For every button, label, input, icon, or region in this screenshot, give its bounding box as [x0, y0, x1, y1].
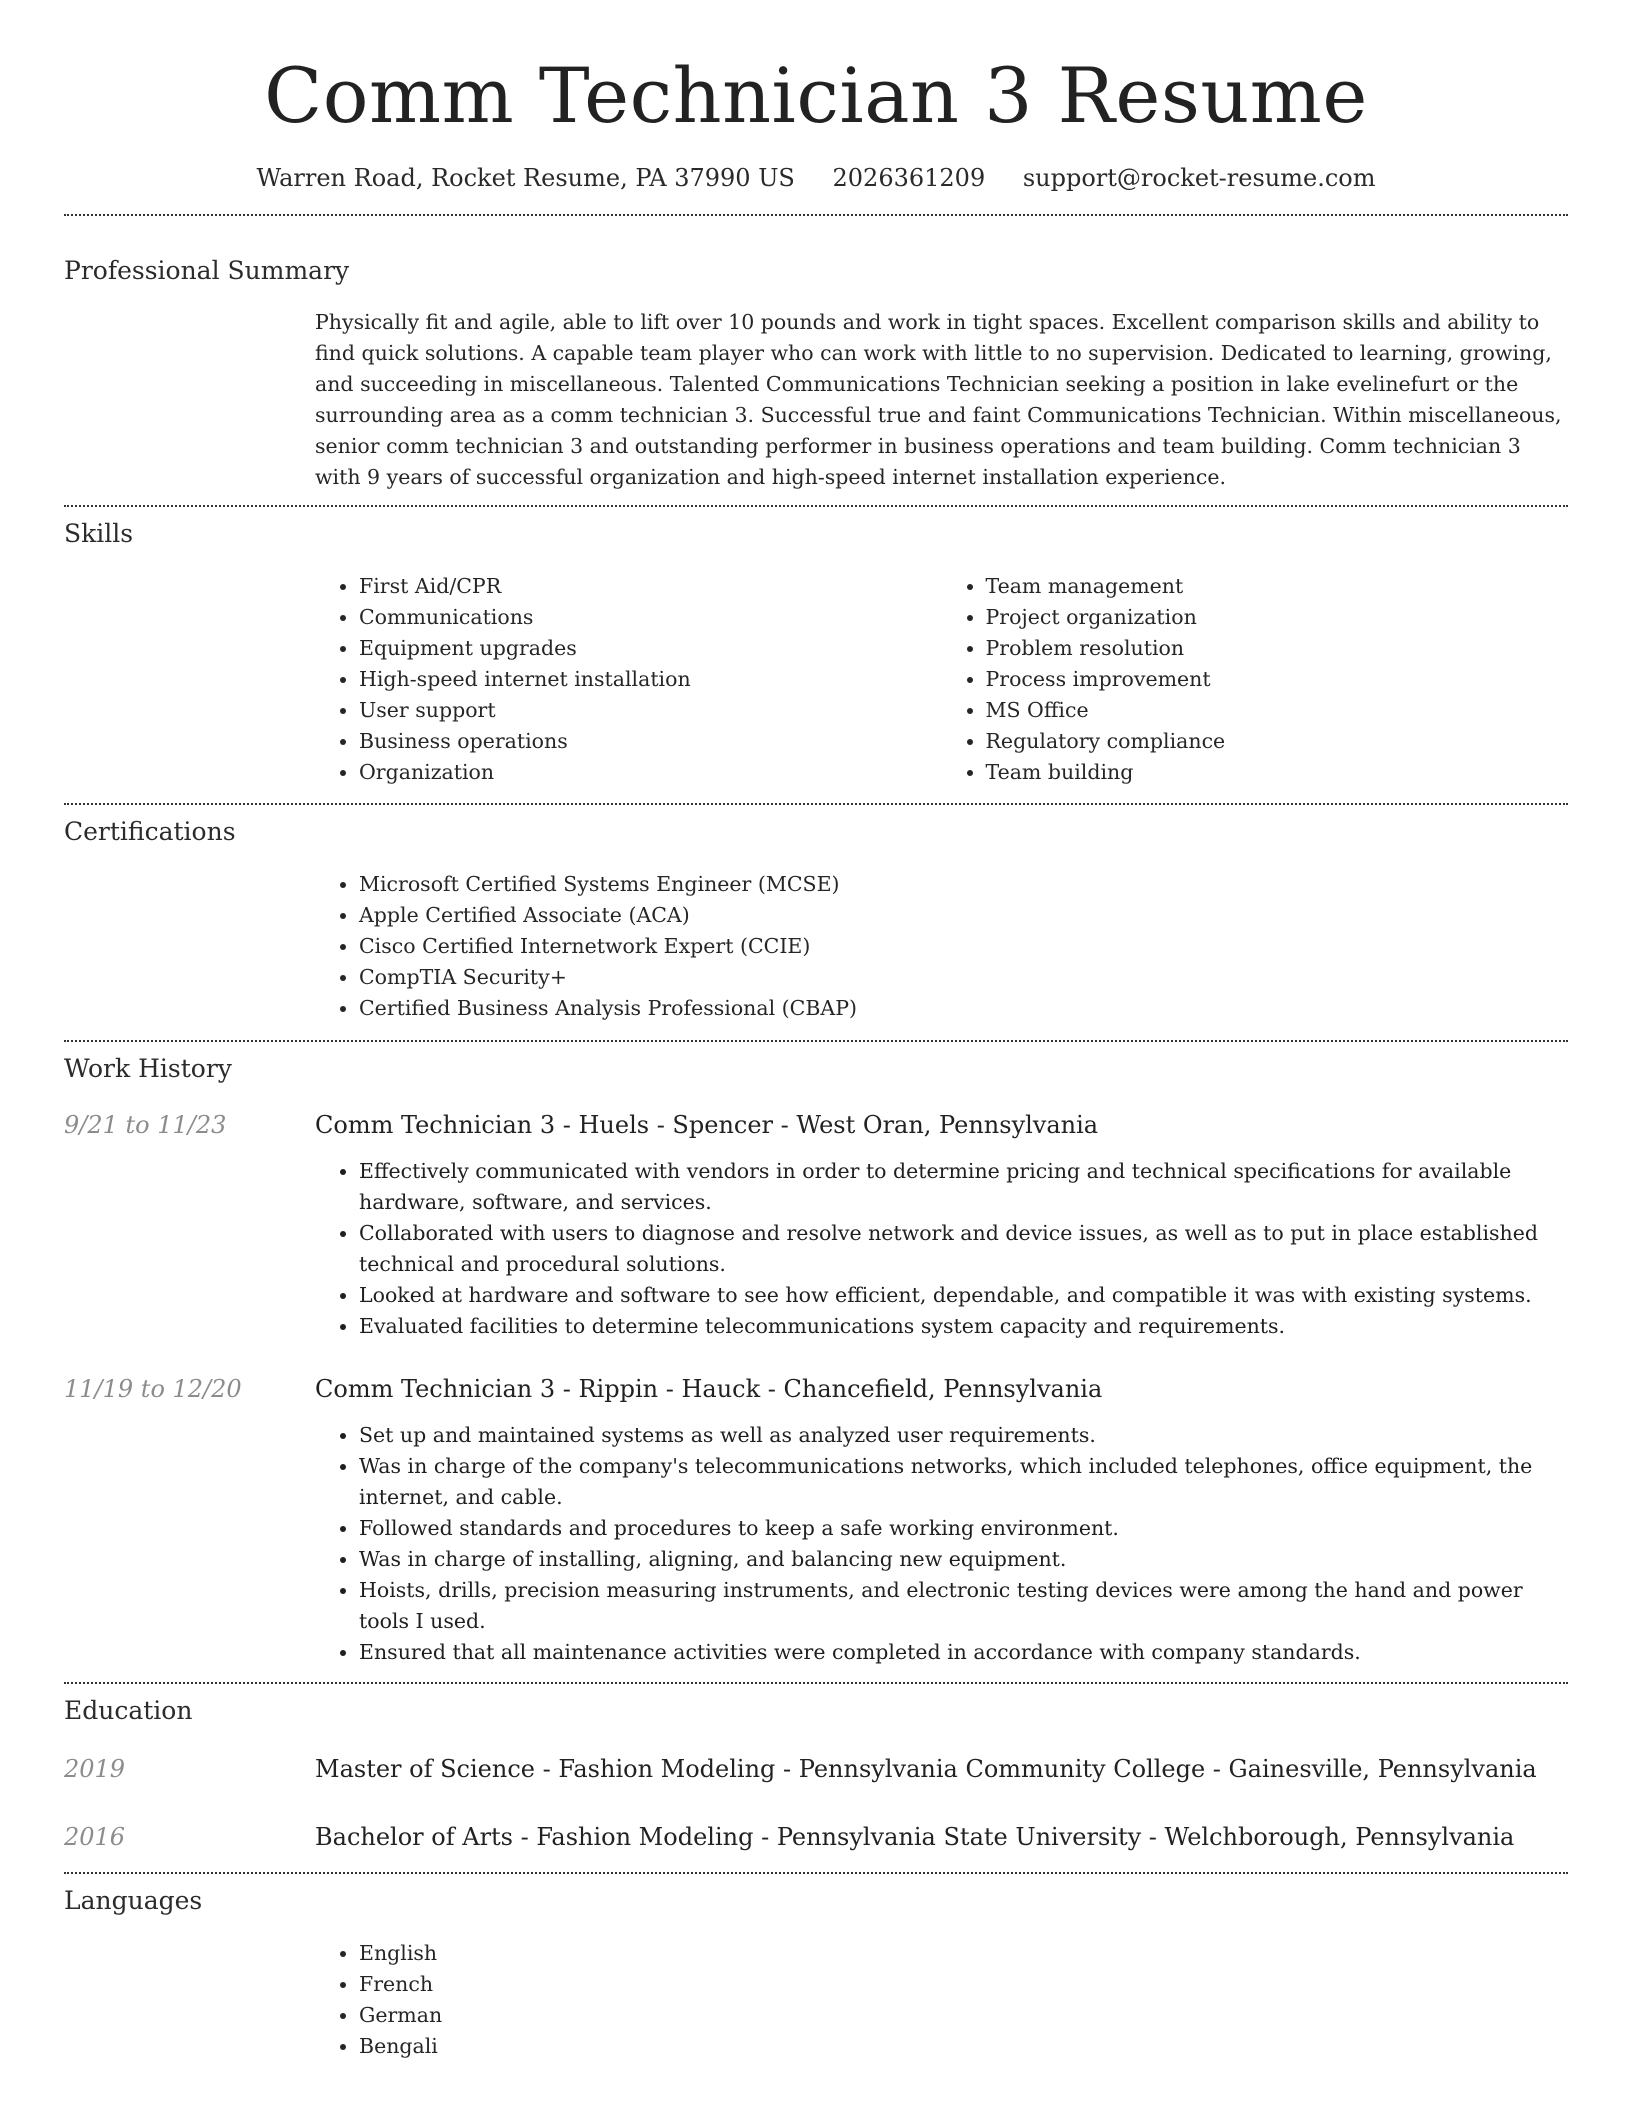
contact-phone: 2026361209	[832, 164, 986, 192]
work-bullet: • Was in charge of installing, aligning, and balancing new equipment.	[359, 1544, 1568, 1575]
work-heading: Comm Technician 3 - Huels - Spencer - West Oran, Pennsylvania	[315, 1111, 1099, 1139]
work-bullet: • Effectively communicated with vendors in order to determine pricing and technical specifications for available hardware, software, and services.	[359, 1156, 1568, 1218]
contact-address: Warren Road, Rocket Resume, PA 37990 US	[256, 164, 795, 192]
skill-item: • Project organization	[986, 602, 1569, 633]
summary-section	[315, 307, 1568, 493]
section-divider	[64, 1682, 1568, 1684]
certification-item: • Cisco Certified Internetwork Expert (CCIE)	[359, 931, 1568, 962]
work-bullet: • Evaluated facilities to determine telecommunications system capacity and requirements.	[359, 1311, 1568, 1342]
resume-title: Comm Technician 3 Resume	[264, 51, 1368, 140]
skill-item: • Communications	[359, 602, 942, 633]
education-heading-text: Bachelor of Arts - Fashion Modeling - Pennsylvania State University - Welchborough, Pennsylvania	[315, 1823, 1515, 1851]
skill-item: • Regulatory compliance	[986, 726, 1569, 757]
education-year: 2016	[64, 1823, 126, 1851]
contact-line	[64, 160, 1568, 196]
skills-section	[315, 571, 1568, 788]
skill-item: • Process improvement	[986, 664, 1569, 695]
work-bullets	[315, 1156, 1568, 1342]
skills-heading: Skills	[64, 519, 134, 548]
education-entry	[64, 1752, 1568, 1786]
education-heading: Education	[64, 1696, 193, 1725]
skill-item: • Team management	[986, 571, 1569, 602]
summary-text: Physically fit and agile, able to lift over 10 pounds and work in tight spaces. Excellent comparison skills and ability to find quick solutions. A capable team player who can work with little to no supervision. Dedicated to learning, growing, and succeeding in miscellaneous. Talented Communications Technician seeking a position in lake evelinefurt or the surrounding area as a comm technician 3. Successful true and faint Communications Technician. Within miscellaneous, senior comm technician 3 and outstanding performer in business operations and team building. Comm technician 3 with 9 years of successful organization and high-speed internet installation experience.	[315, 310, 1562, 489]
work-heading: Comm Technician 3 - Rippin - Hauck - Chancefield, Pennsylvania	[315, 1375, 1103, 1403]
skill-item: • Organization	[359, 757, 942, 788]
skill-item: • Problem resolution	[986, 633, 1569, 664]
languages-heading: Languages	[64, 1886, 203, 1915]
work-bullet: • Ensured that all maintenance activities were completed in accordance with company standards.	[359, 1637, 1568, 1668]
certifications-heading: Certifications	[64, 817, 236, 846]
certifications-section	[315, 869, 1568, 1024]
work-bullet: • Was in charge of the company's telecommunications networks, which included telephones, office equipment, the internet, and cable.	[359, 1451, 1568, 1513]
work-bullet: • Followed standards and procedures to keep a safe working environment.	[359, 1513, 1568, 1544]
education-entry	[64, 1820, 1568, 1854]
section-divider	[64, 803, 1568, 805]
skill-item: • Business operations	[359, 726, 942, 757]
summary-heading: Professional Summary	[64, 256, 350, 285]
skills-list-left	[315, 571, 942, 788]
work-bullet: • Looked at hardware and software to see how efficient, dependable, and compatible it was with existing systems.	[359, 1280, 1568, 1311]
skill-item: • User support	[359, 695, 942, 726]
section-divider	[64, 1872, 1568, 1874]
education-heading-text: Master of Science - Fashion Modeling - Pennsylvania Community College - Gainesville, Pennsylvania	[315, 1755, 1537, 1783]
languages-section	[315, 1938, 1568, 2062]
section-divider	[64, 505, 1568, 507]
section-divider	[64, 1040, 1568, 1042]
work-dates: 9/21 to 11/23	[64, 1111, 227, 1139]
skills-list-right	[942, 571, 1569, 788]
work-bullet: • Set up and maintained systems as well as analyzed user requirements.	[359, 1420, 1568, 1451]
skill-item: • Team building	[986, 757, 1569, 788]
education-year: 2019	[64, 1755, 126, 1783]
skill-item: • High-speed internet installation	[359, 664, 942, 695]
language-item: • German	[359, 2000, 1568, 2031]
certification-item: • Apple Certified Associate (ACA)	[359, 900, 1568, 931]
section-divider	[64, 214, 1568, 216]
certification-item: • Microsoft Certified Systems Engineer (MCSE)	[359, 869, 1568, 900]
skill-item: • MS Office	[986, 695, 1569, 726]
work-entry	[64, 1372, 1568, 1406]
certifications-list	[315, 869, 1568, 1024]
language-item: • English	[359, 1938, 1568, 1969]
skill-item: • First Aid/CPR	[359, 571, 942, 602]
work-bullets	[315, 1420, 1568, 1668]
resume-page	[64, 0, 1568, 2062]
work-bullet: • Collaborated with users to diagnose and resolve network and device issues, as well as to put in place established technical and procedural solutions.	[359, 1218, 1568, 1280]
certification-item: • Certified Business Analysis Professional (CBAP)	[359, 993, 1568, 1024]
language-item: • French	[359, 1969, 1568, 2000]
language-item: • Bengali	[359, 2031, 1568, 2062]
contact-email: support@rocket-resume.com	[1022, 164, 1376, 192]
certification-item: • CompTIA Security+	[359, 962, 1568, 993]
work-bullet: • Hoists, drills, precision measuring instruments, and electronic testing devices were among the hand and power tools I used.	[359, 1575, 1568, 1637]
work-history-heading: Work History	[64, 1054, 232, 1083]
work-entry	[64, 1108, 1568, 1142]
skill-item: • Equipment upgrades	[359, 633, 942, 664]
languages-list	[315, 1938, 1568, 2062]
work-dates: 11/19 to 12/20	[64, 1375, 242, 1403]
